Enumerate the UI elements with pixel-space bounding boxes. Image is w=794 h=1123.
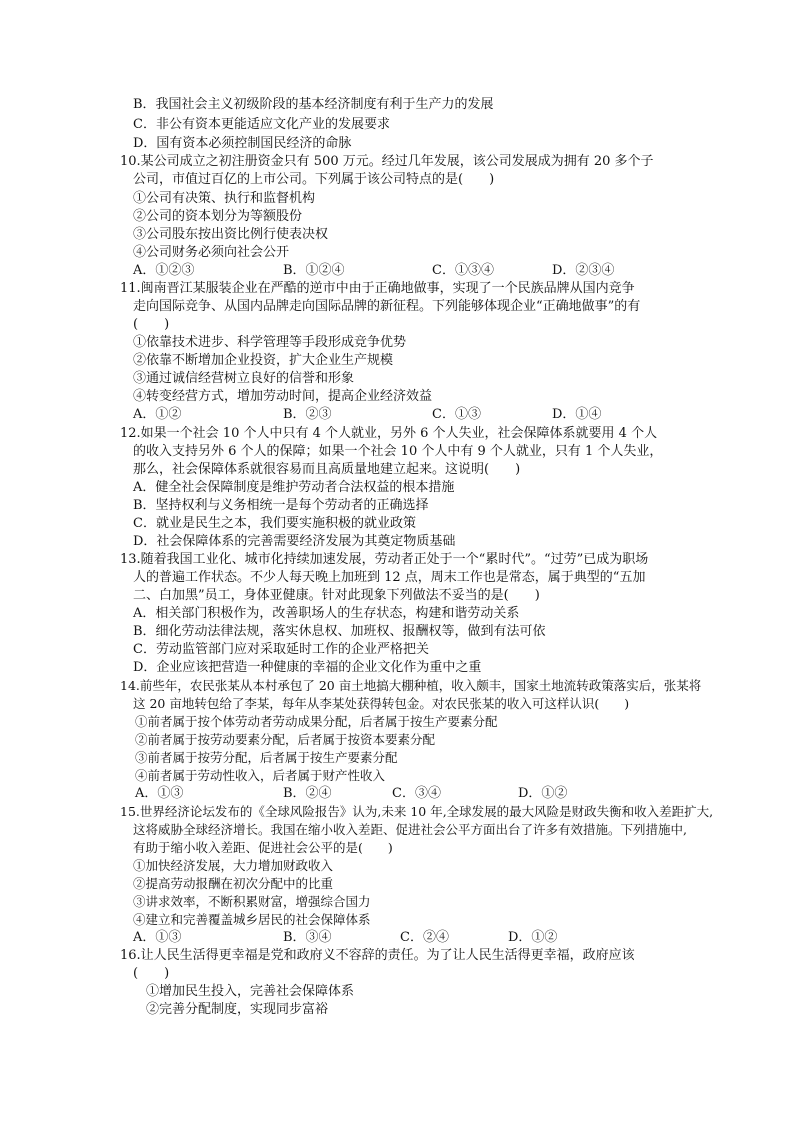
q15-item-2: ②提高劳动报酬在初次分配中的比重	[133, 876, 334, 891]
q16-item-2: ②完善分配制度，实现同步富裕	[146, 1002, 329, 1017]
q12-stem-line-3: 那么，社会保障体系就很容易而且高质量地建立起来。这说明( )	[133, 462, 521, 477]
q11-item-2: ②依靠不断增加企业投资，扩大企业生产规模	[133, 353, 394, 368]
q10-option-a: A．①②③	[133, 263, 195, 278]
q15-stem-line-3: 有助于缩小收入差距、促进社会公平的是( )	[133, 840, 393, 855]
q13-choice-a: A．相关部门积极作为，改善职场人的生存状态，构建和谐劳动关系	[133, 606, 520, 621]
q11-item-3: ③通过诚信经营树立良好的信誉和形象	[133, 371, 355, 386]
q14-item-4: ④前者属于劳动性收入，后者属于财产性收入	[135, 768, 386, 783]
q10-item-1: ①公司有决策、执行和监督机构	[133, 191, 316, 206]
q15-item-1: ①加快经济发展，大力增加财政收入	[133, 858, 334, 873]
q15-stem-line-1: 15.世界经济论坛发布的《全球风险报告》认为,未来 10 年,全球发展的最大风险是财政失衡和收入差距扩大,	[120, 804, 714, 819]
q13-stem-line-1: 13.随着我国工业化、城市化持续加速发展，劳动者正处于一个“累时代”。“过劳”已成为职场	[120, 552, 649, 567]
q13-choice-b: B．细化劳动法律法规，落实休息权、加班权、报酬权等，做到有法可依	[133, 624, 546, 639]
q14-option-d: D．①②	[518, 786, 568, 801]
q10-stem-line-1: 10.某公司成立之初注册资金只有 500 万元。经过几年发展，该公司发展成为拥有 20 多个子	[120, 154, 654, 169]
q13-choice-c: C．劳动监管部门应对采取延时工作的企业严格把关	[133, 642, 429, 657]
q9-choice-d: D．国有资本必须控制国民经济的命脉	[133, 136, 352, 151]
q13-choice-d: D．企业应该把营造一种健康的幸福的企业文化作为重中之重	[133, 660, 482, 675]
q16-stem-line-1: 16.让人民生活得更幸福是党和政府义不容辞的责任。为了让人民生活得更幸福，政府应该	[120, 948, 635, 963]
q11-stem-line-1: 11.闽南晋江某服装企业在严酷的逆市中由于正确地做事，实现了一个民族品牌从国内竞争	[120, 281, 635, 296]
q13-stem-line-3: 二、白加黑”员工，身体亚健康。针对此现象下列做法不妥当的是( )	[133, 588, 540, 603]
q15-item-3: ③讲求效率，不断积累财富，增强综合国力	[133, 894, 371, 909]
q14-option-a: A．①③	[135, 786, 184, 801]
q10-option-d: D．②③④	[552, 263, 615, 278]
q10-stem-line-2: 公司，市值过百亿的上市公司。下列属于该公司特点的是( )	[133, 172, 495, 187]
q15-stem-line-2: 这将威胁全球经济增长。我国在缩小收入差距、促进社会公平方面出台了许多有效措施。下列措施中,	[133, 822, 687, 837]
q14-item-1: ①前者属于按个体劳动者劳动成果分配，后者属于按生产要素分配	[135, 714, 498, 729]
q12-choice-b: B．坚持权利与义务相统一是每个劳动者的正确选择	[133, 498, 429, 513]
q12-choice-a: A．健全社会保障制度是维护劳动者合法权益的根本措施	[133, 480, 455, 495]
q14-item-2: ②前者属于按劳动要素分配，后者属于按资本要素分配	[135, 732, 436, 747]
q15-option-a: A．①③	[133, 930, 182, 945]
q11-option-b: B．②③	[283, 407, 332, 422]
q14-option-b: B．②④	[283, 786, 332, 801]
q10-item-3: ③公司股东按出资比例行使表决权	[133, 227, 329, 242]
q15-option-b: B．③④	[283, 930, 332, 945]
q12-stem-line-1: 12.如果一个社会 10 个人中只有 4 个人就业，另外 6 个人失业，社会保障体系就要用 4 个人	[120, 426, 658, 441]
q11-option-d: D．①④	[552, 407, 602, 422]
q15-item-4: ④建立和完善覆盖城乡居民的社会保障体系	[133, 912, 371, 927]
q10-option-c: C．①③④	[432, 263, 494, 278]
q10-item-4: ④公司财务必须向社会公开	[133, 245, 290, 260]
q15-option-d: D．①②	[508, 930, 558, 945]
q11-option-c: C．①③	[432, 407, 481, 422]
q14-stem-line-2: 这 20 亩地转包给了李某，每年从李某处获得转包金。对农民张某的收入可这样认识( )	[133, 696, 630, 711]
q11-stem-line-3: ( )	[133, 317, 170, 332]
q13-stem-line-2: 人的普遍工作状态。不少人每天晚上加班到 12 点，周末工作也是常态，属于典型的“五加	[133, 570, 646, 585]
q15-option-c: C．②④	[400, 930, 449, 945]
q11-item-4: ④转变经营方式，增加劳动时间，提高企业经济效益	[133, 389, 433, 404]
q16-stem-line-2: ( )	[133, 966, 170, 981]
q9-choice-c: C．非公有资本更能适应文化产业的发展要求	[133, 117, 390, 132]
q12-choice-d: D．社会保障体系的完善需要经济发展为其奠定物质基础	[133, 534, 456, 549]
q12-stem-line-2: 的收入支持另外 6 个人的保障；如果一个社会 10 个人中有 9 个人就业，只有 1 个人失业，	[133, 444, 663, 459]
q14-option-c: C．③④	[392, 786, 441, 801]
q12-choice-c: C．就业是民生之本，我们要实施积极的就业政策	[133, 516, 416, 531]
q11-item-1: ①依靠技术进步、科学管理等手段形成竞争优势	[133, 335, 407, 350]
q11-stem-line-2: 走向国际竞争、从国内品牌走向国际品牌的新征程。下列能够体现企业“正确地做事”的有	[133, 299, 641, 314]
q10-option-b: B．①②④	[283, 263, 345, 278]
q14-stem-line-1: 14.前些年，农民张某从本村承包了 20 亩土地搞大棚种植，收入颇丰，国家土地流转政策落实后，张某将	[120, 678, 702, 693]
q9-choice-b: B．我国社会主义初级阶段的基本经济制度有利于生产力的发展	[133, 97, 494, 112]
q14-item-3: ③前者属于按劳分配，后者属于按生产要素分配	[135, 750, 398, 765]
q11-option-a: A．①②	[133, 407, 182, 422]
q10-item-2: ②公司的资本划分为等额股份	[133, 209, 303, 224]
q16-item-1: ①增加民生投入，完善社会保障体系	[146, 984, 355, 999]
